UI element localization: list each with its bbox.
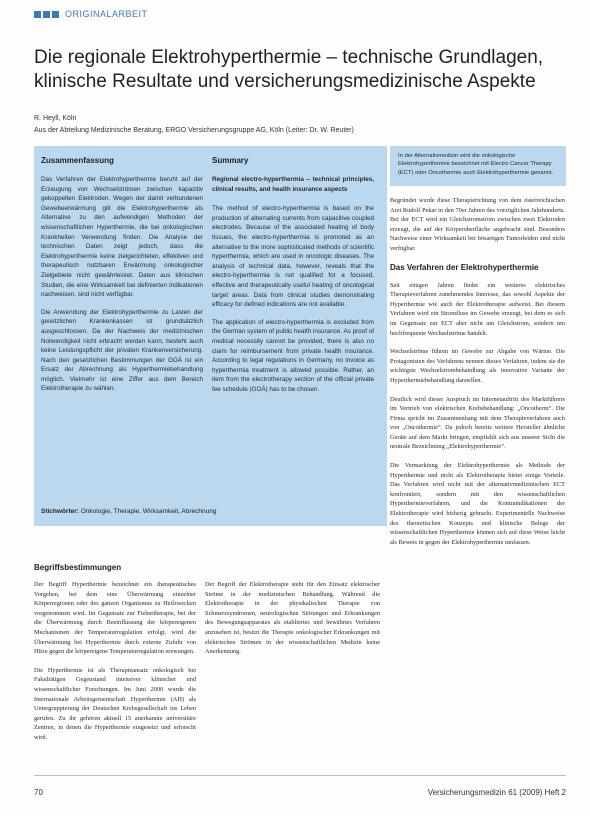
right-column [390, 196, 565, 556]
right-intro: Begründet wurde diese Therapierichtung von dem österreichischen Arzt Rudolf Pekar in den 70er Jahren des vorzüglichen Jahrhunderts. Bei der ECT wird ein Gleichstromstrom zwischen zwei Elektroden erzeugt, die auf der Körperoberfläche angebracht sind. Besonders Nachweise einer Wirksamkeit bei bösartigen Tumorleiden sind nicht verfügbar. [390, 197, 565, 252]
keywords-label: Stichwörter: [41, 508, 79, 515]
begriffsbestimmungen-heading: Begriffsbestimmungen [34, 563, 122, 572]
zusammenfassung-heading: Zusammenfassung [41, 156, 114, 165]
journal-reference: Versicherungsmedizin 61 (2009) Heft 2 [427, 788, 566, 797]
section-marker-icon [34, 11, 59, 18]
keywords-text: Onkologie, Therapie, Wirksamkeit, Abrechnung [80, 508, 217, 515]
zusammenfassung-paragraph: Die Anwendung der Elektrohyperthermie zu Lasten der gesetzlichen Krankenkassen ist grundsätzlich ausgeschlossen. Da der Nachweis der medizinischen Notwendigkeit nicht erbracht werden kann, besteht auch keine Leistungspflicht der privaten Krankenversicherung. Nach den gesetzlichen Bestimmungen der GOÄ ist ein Ersatz der Abrechnung als Hyperthermiebehandlung möglich. Vielmehr ist eine Ziffer aus dem Bereich Elektrotherapie zu wählen. [41, 308, 203, 393]
begriff-paragraph: Der Begriff Hyperthermie bezeichnet ein therapeutisches Vorgehen, bei dem eine Überwärmung einzelner Körperregionen oder des ganzen Organismus zu Heilzwecken vorgenommen wird. Im Gegensatz zur Fiebertherapie, bei der die Überwärmung durch Beeinflussung der körpereigenen Mechanismen der Temperaturregulation erfolgt, wird die Überwärmung bei Hyperthermie durch externe Zufuhr von Hitze gegen die körpereigene Temperaturregulation erzwungen. [34, 581, 196, 656]
article-author: R. Heyll, Köln [34, 115, 77, 122]
author-affiliation: Aus der Abteilung Medizinische Beratung, ERGO Versicherungsgruppe AG, Köln (Leiter: Dr. W. Reuter) [34, 127, 354, 134]
section-label: ORIGINALARBEIT [65, 9, 148, 19]
zusammenfassung-paragraph: Das Verfahren der Elektrohyperthermie beruht auf der Erzeugung von Wechselströmen zwischen kapazitiv gekoppelten Elektroden. Wegen der damit verbundenen Gewebeerwärmung gilt die Elektrohyperthermie als Alternative zu den aufwendigen Methoden der wissenschaftlichen Hyperthermie, die bei onkologischen Krankheiten Verwendung finden. Die Analyse der technischen Daten zeigt jedoch, dass die Elektrohyperthermie keine zielgerichteten, effektiven und therapeutisch nutzbaren Erwärmung onkologischer Zielgebiete nicht gewährleistet. Daten aus klinischen Studien, die eine Wirksamkeit bei definierten Indikationen nachweisen, sind nicht verfügbar. [41, 176, 203, 299]
middle-body-column [205, 580, 380, 666]
verfahren-heading: Das Verfahren der Elektrohyperthermie [390, 262, 539, 272]
article-title: Die regionale Elektrohyperthermie – technische Grundlagen, klinische Resultate und versicherungsmedizinische Aspekte [34, 47, 544, 92]
summary-lead: Regional electro-hyperthermia – technical principles, clinical results, and health insurance aspects [212, 176, 374, 193]
begriff-paragraph: Die Hyperthermie ist als Therapieansatz onkologisch bei Fakultätigen Gegenstand intensiver klinischer und wissenschaftlicher Forschungen. Im Juni 2000 wurde die Internationale Arbeitsgemeinschaft Hyperthermie (AH) als Untergruppierung der Deutschen Krebsgesellschaft ins Leben gerufen. Zu ihr gehören aktuell 15 anerkannte universitäre Zentren, in denen die Hyperthermie eingesetzt und erforscht wird. [34, 666, 196, 741]
section-header [34, 9, 148, 19]
zusammenfassung-column [41, 156, 203, 402]
summary-column [212, 156, 374, 402]
note-box: In der Alternativmedizin wird die onkologische Elektrohyperthermie bezeichnet mit Electro Cancer Therapy (ECT) oder Oncothermie auch Elektrohyperthermie genannt. [390, 146, 566, 186]
keywords [41, 508, 381, 515]
summary-heading: Summary [212, 156, 249, 165]
page-number: 70 [34, 788, 43, 797]
left-body-column [34, 580, 196, 752]
begriff-paragraph: Der Begriff der Elektrotherapie steht für den Einsatz elektrischer Ströme in der medizinischen Behandlung. Während die Elektrotherapie in der physikalischen Therapie von Schmerzsyndromen, neurologischen Störungen und Erkrankungen des Bewegungsapparates als etabliertes und bewährtes Verfahren anzusehen ist, besitzt die Therapie onkologischer Erkrankungen mit elektrischen Strömen in der wissenschaftlichen Medizin keine Anerkennung. [205, 581, 380, 656]
verfahren-paragraph: Deutlich wird dieser Anspruch im Internetauftritt des Marktführers im Vertrieb von elektrischen Krebsbehandlung: „Oncotherm“. Die Firma spricht im Zusammenhang mit dem Therapieverfahren auch von „Oncothermie“. Da jedoch bereits weitere Hersteller ähnliche Geräte auf dem Markt bringen, empfiehlt sich aus unserer Sicht die neutrale Bezeichnung „Elektrohyperthermie“. [390, 395, 565, 451]
footer-divider [34, 775, 566, 776]
summary-paragraph: The method of electro-hyperthermia is based on the production of alternating currents from capacitive coupled electrodes. Because of the associated heating of body tissues, the electro-hyperthermia is promoted as an alternative to the more sophisticated methods of scientific hyperthermia, which are used in oncologic diseases. The analysis of technical data, however, reveals that the electro-hyperthermia is not qualified for a focused, effective and therapeutically useful heating of oncological target areas. Data from clinical studies demonstrating efficacy for defined indications are not available. [212, 205, 374, 309]
verfahren-paragraph: Wechselströme führen im Gewebe zur Abgabe von Wärme. Die Protagonisten des Verfahrens nennen dieses Verfahren, indem sie die wichtigste Wechselstrombehandlung als innovative Variante der Hyperthermiebehandlung darstellen. [390, 348, 565, 384]
summary-paragraph: The application of electro-hyperthermia is excluded from the German system of public health insurance. As proof of medical necessity cannot be provided, there is also no claim for reimbursement from private health insurance. According to legal regulations in Germany, no invoice as hyperthermia treatment is allowed possible. Rather, an item from the electrotherapy section of the official private fee schedule (GOÄ) has to be chosen. [212, 318, 374, 393]
verfahren-paragraph: Seit einigen Jahren findet ein weiteres elektrisches Therapieverfahren zunehmendes Interesse, das sowohl Aspekte der Hyperthermie wie auch der Elektrotherapie aufweist. Bei diesem Verfahren wird ein Stromfluss im Gewebe erzeugt, bei dem es sich im Gegensatz zur ECT aber nicht um Gleichstrom, sondern um hochfrequente Wechselströme handelt. [390, 281, 565, 337]
verfahren-paragraph: Die Vermarktung der Elektrohyperthermie als Methode der Hyperthermie und nicht als Elektrotherapie bietet einige Vorteile. Das Verfahren wird nicht mit der alternativmedizinischen ECT konfrontiert, sondern mit den wissenschaftlichen Hyperthermieverfahren, und die Kontraindikationen der Elektrotherapie wird bisherig gebracht. Experimentelle Nachweise des theoretischen Konzepts und klinische Belege der wissenschaftlichen Hyperthermie können sich auf diese Weise leicht als Beweis in gegen der Elektrohyperthermie umfassen. [390, 462, 565, 546]
